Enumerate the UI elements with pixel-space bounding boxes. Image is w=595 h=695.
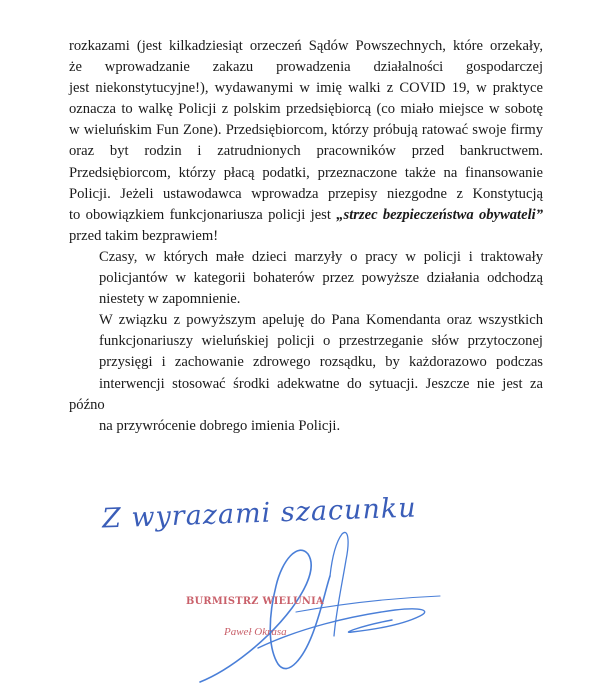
handwritten-signature: [0, 480, 595, 695]
handwritten-closing: Z wyrazami szacunku: [101, 492, 418, 535]
text-line-start: to obowiązkiem funkcjonariusza policji jest: [69, 206, 337, 223]
paragraph-1: [69, 36, 543, 247]
emphasized-quote: „strzec bezpieczeństwa obywateli”: [336, 206, 543, 223]
text-line-with-emphasis: [69, 205, 543, 226]
text-line: Przedsiębiorcom, którzy płacą podatki, przeznaczone także na finansowanie: [69, 164, 543, 181]
stamp-title: BURMISTRZ WIELUNIA: [186, 596, 324, 607]
text-line: jest niekonstytucyjne!), wydawanymi w imię walki z COVID 19, w praktyce: [69, 80, 543, 97]
signature-block: [0, 480, 595, 695]
stamp-name: Paweł Okrasa: [224, 626, 287, 638]
text-line: rozkazami (jest kilkadziesiąt orzeczeń Sądów Powszechnych, które orzekały,: [69, 38, 543, 54]
text-line: że wprowadzanie zakazu prowadzenia działalności gospodarczej: [69, 59, 543, 76]
text-line: policjantów w kategorii bohaterów przez powyższe działania odchodzą: [99, 270, 543, 287]
text-line: oznacza to walkę Policji z polskim przedsiębiorcą (co miało miejsce w sobotę: [69, 101, 543, 118]
letter-body: [69, 36, 543, 437]
text-line: przed takim bezprawiem!: [69, 227, 219, 244]
text-line: funkcjonariuszy wieluńskiej policji o przestrzeganie słów przytoczonej: [99, 333, 543, 350]
text-line: Czasy, w których małe dzieci marzyły o pracy w policji i traktowały: [99, 248, 543, 265]
paragraph-3: [69, 310, 543, 437]
text-line: na przywrócenie dobrego imienia Policji.: [99, 417, 341, 434]
text-line: w wieluńskim Fun Zone). Przedsiębiorcom, którzy próbują ratować swoje firmy: [69, 122, 543, 139]
text-line: W związku z powyższym apeluję do Pana Komendanta oraz wszystkich: [99, 312, 543, 329]
paragraph-2: [69, 247, 543, 310]
text-line: interwencji stosować środki adekwatne do sytuacji. Jeszcze nie jest za późno: [69, 375, 543, 413]
text-line: niestety w zapomnienie.: [99, 291, 241, 308]
text-line: Policji. Jeżeli ustawodawca wprowadza przepisy niezgodne z Konstytucją: [69, 185, 543, 202]
text-line: przysięgi i zachowanie zdrowego rozsądku, by każdorazowo podczas: [99, 354, 543, 371]
text-line: oraz byt rodzin i zatrudnionych pracowników przed bankructwem.: [69, 143, 543, 160]
